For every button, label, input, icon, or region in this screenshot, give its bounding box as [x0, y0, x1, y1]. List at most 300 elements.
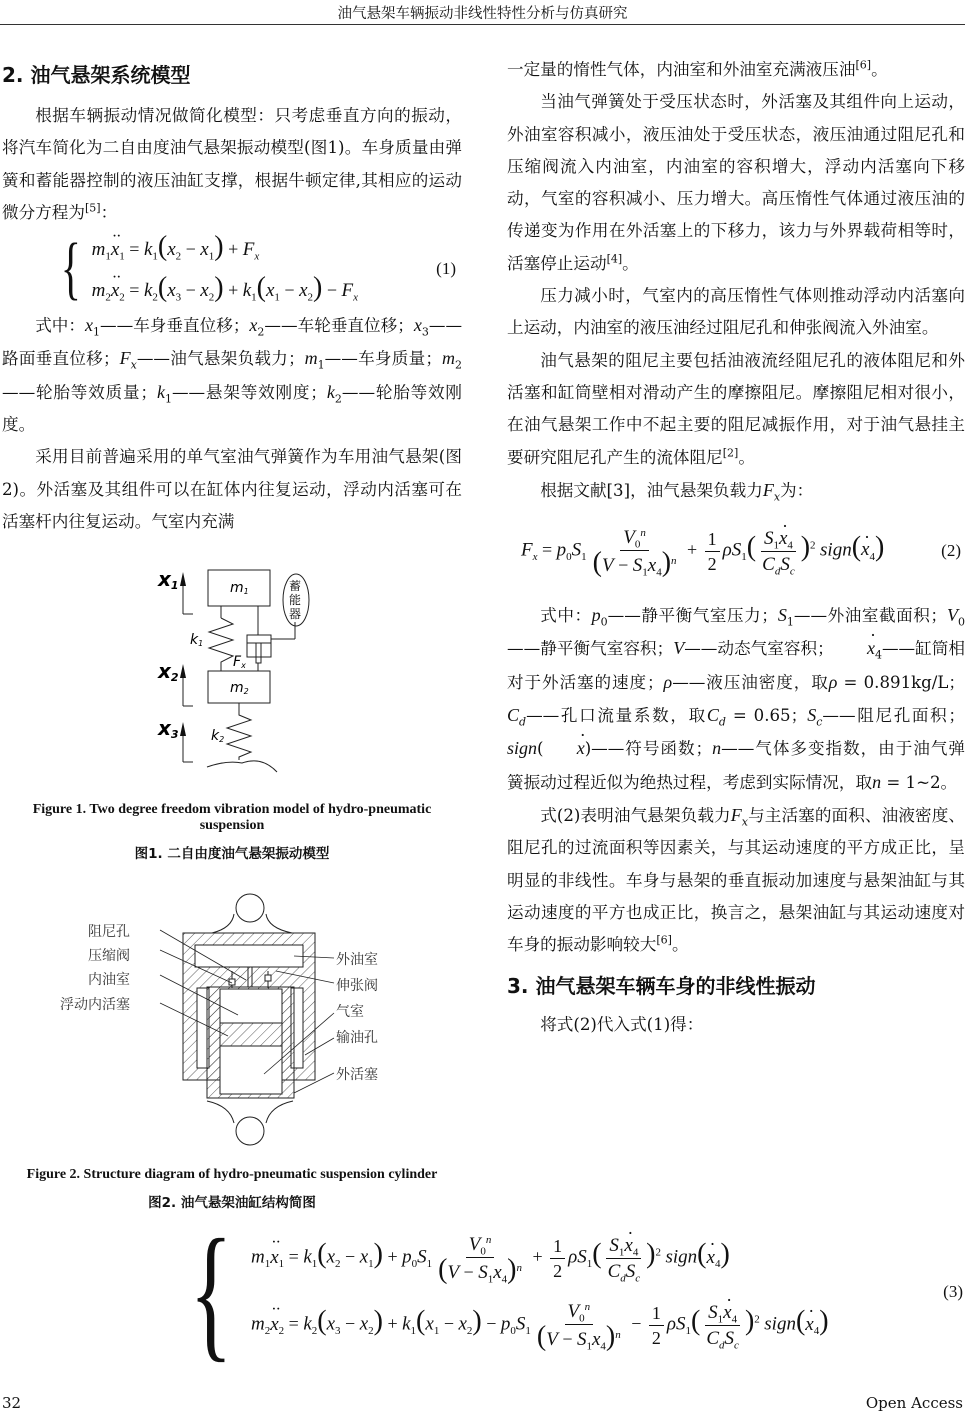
math-variable: ρS	[666, 1313, 686, 1335]
text-run: 2	[651, 1328, 661, 1348]
bracket: )	[214, 272, 224, 304]
subscript: 2	[257, 325, 265, 339]
math-variable: x	[326, 1246, 336, 1268]
bracket: (	[157, 272, 168, 304]
math-variable: x	[359, 1246, 369, 1268]
page-number: 32	[2, 1394, 22, 1412]
superscript: n	[485, 1234, 492, 1246]
numerator	[649, 1301, 664, 1326]
math-variable: F	[119, 348, 131, 369]
text-run: = 0.65；	[725, 706, 808, 726]
text-run: ——外油室截面积；	[793, 606, 948, 626]
numerator	[466, 1232, 495, 1258]
subscript: 2	[334, 392, 342, 406]
math-variable: k	[242, 280, 252, 302]
subscript: 2	[307, 291, 314, 304]
text-run: −	[340, 1246, 360, 1267]
math-variable: p	[500, 1313, 511, 1335]
subscript: d	[718, 715, 726, 729]
right-column	[507, 54, 965, 1042]
math-variable: sign	[764, 1313, 796, 1335]
subscript: x	[741, 815, 748, 829]
text-run: −	[322, 280, 342, 301]
subscript: x	[353, 291, 358, 304]
bracket: )	[373, 1305, 383, 1337]
text-run: ——油气悬架负载力；	[136, 349, 305, 369]
text-run: ——轮胎等效刚度。	[2, 382, 463, 435]
text-run: +	[682, 539, 702, 560]
math-variable: S	[724, 1328, 735, 1349]
subscript: 2	[335, 1258, 341, 1271]
math-variable: ρ	[663, 671, 673, 692]
subscript: 1	[525, 1325, 531, 1338]
text-run: ——静平衡气室容积；	[507, 639, 674, 659]
paragraph	[2, 100, 462, 229]
subscript: 1	[426, 1258, 433, 1271]
numerator	[620, 525, 649, 551]
bracket: (	[256, 272, 266, 304]
subscript: 0	[480, 1245, 486, 1258]
subscript: 4	[874, 648, 882, 662]
math-variable: n	[872, 771, 882, 792]
math-variable: ρS	[722, 539, 742, 561]
fraction	[435, 1232, 525, 1285]
bracket: (	[317, 1305, 327, 1337]
superscript: [6]	[855, 58, 872, 72]
math-variable: S	[708, 1302, 718, 1323]
label-k1: k1	[190, 632, 204, 649]
double-dotted-variable: ·· x	[270, 1314, 278, 1336]
bracket: )	[605, 1321, 616, 1352]
text-run: 与主活塞的面积、油液密度、阻尼孔的过流面积等因素关，与其运动速度的平方成正比，呈明显的非线性。车身与悬架的垂直振动加速度与悬架油缸与其运动速度的平方也成正比，换言之，悬架油缸与其运动速度对车身的振动影响较大	[507, 805, 965, 955]
math-variable: x	[249, 315, 258, 336]
text-run: 。	[622, 253, 639, 273]
equation-number: (3)	[943, 1282, 963, 1301]
subscript: 2	[455, 358, 463, 372]
denominator	[705, 552, 720, 576]
text-run: +	[223, 280, 243, 301]
equation-line	[251, 1232, 829, 1285]
dotted-variable: · x	[805, 1314, 813, 1336]
subscript: 1	[741, 550, 747, 563]
math-variable: S	[625, 1261, 636, 1282]
subscript: x	[532, 550, 538, 563]
subscript: c	[789, 565, 795, 578]
fraction	[705, 527, 720, 576]
math-variable: sign	[507, 738, 538, 759]
subscript: 2	[152, 291, 158, 304]
superscript: 2	[810, 539, 816, 552]
text-run: ——孔口流量系数，取	[526, 706, 707, 726]
math-variable: n	[712, 738, 722, 759]
subscript: 1	[274, 291, 280, 304]
math-variable: x	[647, 554, 657, 576]
bracket: )	[214, 230, 224, 262]
label-fx: Fx	[233, 654, 246, 671]
text-run: −	[481, 1313, 501, 1334]
section-3-heading: 3. 油气悬架车辆车身的非线性振动	[507, 974, 816, 999]
denominator	[550, 1259, 565, 1283]
text-run: 压力减小时，气室内的高压惰性气体则推动浮动内活塞向上运动，内油室的液压油经过阻尼孔和伸张阀流入外油室。	[507, 286, 965, 338]
subscript: 1	[317, 358, 325, 372]
superscript: [6]	[656, 933, 672, 947]
math-variable: F	[762, 479, 774, 500]
math-variable: S	[515, 1313, 526, 1335]
math-variable: V	[947, 605, 959, 626]
text-run: −	[279, 280, 300, 301]
text-run: =	[284, 1246, 304, 1267]
subscript: 1	[93, 325, 100, 339]
bracket: (	[851, 531, 862, 563]
label-x3: x3	[158, 716, 179, 742]
math-variable: V	[447, 1262, 460, 1283]
footer-journal: Open Access	[865, 1394, 963, 1412]
math-variable: C	[607, 1261, 621, 1282]
subscript: 4	[813, 1325, 820, 1338]
text-run: 根据车辆振动情况做简化模型：只考虑垂直方向的振动，将汽车简化为二自由度油气悬架振动模型(图1)。车身质量由弹簧和蓄能器控制的液压油缸支撑，根据牛顿定律,其相应的运动微分方程为	[2, 106, 462, 222]
subscript: 1	[105, 250, 111, 263]
denominator	[649, 1326, 664, 1350]
denominator	[703, 1326, 742, 1351]
math-variable: x	[299, 280, 308, 302]
math-variable: F	[341, 280, 354, 302]
math-variable: C	[706, 1328, 720, 1349]
math-variable: m	[91, 280, 106, 302]
label-m2: m2	[230, 680, 249, 697]
math-variable: x	[85, 315, 93, 336]
bracket: )	[313, 272, 323, 304]
dotted-variable: · x	[861, 534, 869, 566]
math-variable: x	[458, 1313, 467, 1335]
math-variable: k	[303, 1313, 312, 1335]
subscript: 1	[581, 550, 587, 563]
subscript: 1	[773, 539, 779, 552]
math-variable: S	[777, 605, 787, 626]
text-run: 将式(2)代入式(1)得：	[540, 1015, 704, 1035]
subscript: 1	[119, 250, 125, 263]
label-outer-piston: 外活塞	[336, 1066, 378, 1083]
math-variable: x	[359, 1313, 369, 1335]
text-run: = 0.891kg/L；	[837, 672, 965, 692]
subscript: 2	[466, 1325, 473, 1338]
paragraph	[507, 799, 965, 961]
bracket: )	[819, 1305, 829, 1337]
subscript: 1	[586, 1258, 593, 1271]
subscript: c	[734, 1339, 739, 1352]
equation-3	[175, 1208, 965, 1376]
subscript: 2	[311, 1325, 318, 1338]
math-variable: S	[478, 1262, 488, 1283]
subscript: 0	[411, 1258, 418, 1271]
double-dotted-variable: ·· x	[270, 1247, 278, 1269]
math-variable: V	[673, 638, 685, 659]
math-variable: V	[623, 526, 635, 548]
subscript: 0	[579, 1312, 585, 1325]
subscript: 2	[105, 291, 111, 304]
dotted-variable: · x	[707, 1247, 715, 1269]
math-variable: x	[167, 238, 176, 260]
bracket: (	[536, 1321, 547, 1352]
denominator	[534, 1321, 624, 1353]
dotted-variable: · x	[723, 1301, 731, 1325]
equation-line	[92, 272, 358, 307]
paragraph	[507, 54, 965, 86]
subscript: 1	[311, 1258, 318, 1271]
text-run: (	[537, 739, 544, 759]
subscript: 4	[600, 1340, 606, 1353]
math-variable: ρ	[828, 671, 838, 692]
subscript: 3	[335, 1325, 341, 1338]
text-run: ——阻尼孔面积；	[822, 706, 965, 726]
math-variable: x	[326, 1313, 336, 1335]
text-run: )——符号函数；	[584, 739, 713, 759]
math-variable: V	[567, 1301, 580, 1322]
bracket: )	[646, 1238, 656, 1270]
bracket: (	[416, 1305, 426, 1337]
bracket: )	[472, 1305, 482, 1337]
subscript: x	[254, 250, 260, 263]
numerator	[761, 526, 796, 552]
text-run: 式中：	[35, 316, 85, 336]
superscript: n	[516, 1262, 522, 1274]
bracket: (	[697, 1238, 707, 1270]
header-rule	[0, 24, 965, 25]
text-run: ——车身质量；	[324, 349, 443, 369]
math-variable: S	[807, 705, 817, 726]
math-variable: k	[143, 238, 153, 260]
denominator	[435, 1254, 525, 1286]
text-run: ——动态气室容积；	[684, 639, 834, 659]
figure-2-caption-cn: 图2. 油气悬架油缸结构简图	[148, 1195, 316, 1212]
fraction	[590, 525, 680, 578]
math-variable: F	[242, 238, 255, 260]
math-variable: V	[546, 1329, 558, 1350]
subscript: 2	[175, 250, 182, 263]
text-run: 一定量的惰性气体，内油室和外油室充满液压油	[507, 60, 856, 79]
dotted-variable: · x	[834, 632, 875, 664]
label-x1: x1	[158, 567, 179, 593]
bracket: )	[744, 1305, 755, 1337]
subscript: 1	[368, 1258, 374, 1271]
subscript: 2	[278, 1325, 285, 1338]
subscript: 4	[632, 1246, 639, 1259]
text-run: −	[181, 238, 201, 259]
text-run: −	[459, 1262, 479, 1282]
subscript: c	[816, 715, 823, 729]
fraction	[703, 1300, 742, 1351]
running-header: 油气悬架车辆振动非线性特性分析与仿真研究	[337, 6, 628, 22]
math-variable: k	[303, 1246, 312, 1268]
math-variable: m	[251, 1246, 265, 1268]
text-run: ——车轮垂直位移；	[264, 316, 414, 336]
label-outer-oil-chamber: 外油室	[336, 951, 378, 968]
superscript: 2	[655, 1246, 661, 1259]
text-run: =	[537, 539, 557, 560]
equation-brace: {	[60, 230, 81, 308]
numerator	[565, 1299, 594, 1325]
text-run: ——路面垂直位移；	[2, 316, 463, 369]
subscript: 1	[586, 1340, 592, 1353]
text-run: ——轮胎等效质量；	[2, 382, 157, 402]
denominator	[590, 546, 680, 579]
subscript: d	[620, 1272, 626, 1285]
denominator	[759, 552, 798, 577]
subscript: 1	[618, 1246, 625, 1259]
math-variable: V	[468, 1234, 481, 1255]
superscript: 2	[754, 1313, 760, 1326]
superscript: n	[671, 554, 677, 567]
bracket: (	[592, 546, 602, 578]
math-variable: S	[609, 1235, 619, 1256]
math-variable: m	[442, 348, 456, 369]
text-run: 。	[871, 60, 888, 79]
subscript: 0	[600, 615, 608, 629]
figure-2-caption-en: Figure 2. Structure diagram of hydro-pneumatic suspension cylinder	[26, 1167, 438, 1183]
subscript: 1	[164, 392, 172, 406]
math-variable: V	[601, 554, 614, 576]
math-variable: x	[265, 280, 275, 302]
label-oil-hole: 输油孔	[336, 1029, 378, 1046]
figure-1-caption-cn: 图1. 二自由度油气悬架振动模型	[134, 845, 330, 862]
paragraph	[507, 474, 965, 507]
equation-2	[521, 509, 965, 593]
subscript: 1	[642, 566, 648, 579]
paragraph	[507, 280, 965, 345]
math-variable: S	[576, 1329, 587, 1350]
text-run: ——缸筒相对于外活塞的速度；	[507, 639, 965, 692]
double-dotted-variable: ·· x	[111, 275, 119, 307]
subscript: 1	[786, 615, 794, 629]
superscript: n	[615, 1329, 621, 1341]
math-variable: C	[706, 705, 719, 726]
numerator	[705, 1300, 740, 1326]
text-run: −	[439, 1313, 459, 1334]
subscript: 1	[717, 1313, 724, 1326]
subscript: 4	[869, 550, 875, 563]
fraction	[550, 1234, 565, 1283]
text-run: ——车身垂直位移；	[100, 316, 250, 336]
subscript: 4	[787, 539, 793, 552]
bracket: (	[746, 531, 757, 563]
equation-number: (2)	[941, 541, 961, 560]
fraction	[759, 526, 798, 577]
fraction	[605, 1233, 644, 1284]
math-variable: F	[521, 539, 533, 561]
math-variable: x	[200, 280, 209, 302]
text-run: ——悬架等效刚度；	[171, 382, 327, 402]
text-run: −	[181, 280, 201, 301]
text-run: 2	[707, 553, 717, 574]
subscript: 0	[634, 538, 641, 551]
fraction	[534, 1299, 624, 1352]
bracket: (	[317, 1238, 327, 1270]
math-variable: k	[326, 381, 335, 402]
bracket: )	[874, 531, 885, 563]
subscript: 3	[175, 291, 182, 304]
math-variable: F	[730, 804, 742, 825]
math-variable: x	[200, 238, 209, 260]
math-variable: x	[413, 315, 422, 336]
text-run: =	[124, 280, 144, 301]
subscript: 1	[410, 1325, 417, 1338]
equation-line	[92, 231, 358, 266]
numerator	[606, 1233, 641, 1259]
math-variable: S	[780, 553, 790, 575]
subscript: c	[635, 1272, 641, 1285]
paragraph	[507, 599, 965, 799]
paragraph	[2, 441, 462, 538]
text-run: 1	[553, 1236, 563, 1256]
equation-line	[251, 1299, 829, 1352]
text-run: ——液压油密度，取	[672, 672, 829, 692]
subscript: 1	[487, 1273, 494, 1286]
text-run: 。	[671, 935, 689, 955]
bracket: (	[795, 1305, 806, 1337]
text-run: 1	[651, 1303, 661, 1323]
subscript: 4	[731, 1313, 738, 1326]
text-run: 采用目前普遍采用的单气室油气弹簧作为车用油气悬架(图2)。外活塞及其组件可以在缸体内往复运动，浮动内活塞可在活塞杆内往复运动。气室内充满	[2, 447, 462, 531]
superscript: [2]	[722, 446, 739, 460]
subscript: 1	[251, 291, 257, 304]
subscript: 0	[566, 550, 572, 563]
text-run: 根据文献[3]，油气悬架负载力	[540, 480, 763, 500]
text-run: =	[284, 1313, 304, 1334]
subscript: 4	[656, 566, 662, 579]
label-rebound-valve: 伸张阀	[336, 977, 378, 994]
label-damping-hole: 阻尼孔	[88, 923, 130, 940]
text-run: 1	[707, 528, 717, 549]
superscript: n	[584, 1301, 591, 1313]
paragraph	[507, 345, 965, 474]
label-inner-oil-chamber: 内油室	[88, 971, 130, 988]
superscript: [5]	[84, 201, 101, 215]
subscript: 2	[119, 291, 125, 304]
figure-1	[2, 560, 462, 870]
math-variable: sign	[820, 539, 852, 561]
fraction	[649, 1301, 664, 1350]
bracket: (	[438, 1254, 448, 1285]
math-variable: m	[251, 1313, 265, 1335]
figure-1-diagram	[2, 560, 462, 776]
bracket: (	[592, 1238, 602, 1270]
text-run: −	[613, 554, 633, 575]
text-run: 为：	[780, 480, 814, 500]
numerator	[705, 527, 720, 552]
text-run: ：	[100, 202, 118, 222]
subscript: 4	[714, 1258, 721, 1271]
math-variable: x	[591, 1329, 601, 1350]
math-variable: C	[507, 705, 520, 726]
bracket: (	[691, 1305, 701, 1337]
math-variable: x	[493, 1262, 502, 1283]
math-variable: p	[402, 1246, 412, 1268]
label-accumulator: 蓄	[289, 579, 302, 594]
text-run: +	[527, 1246, 548, 1267]
text-run: 油气悬架的阻尼主要包括油液流经阻尼孔的液体阻尼和外活塞和缸筒壁相对滑动产生的摩擦阻尼。摩擦阻尼相对很小，在油气悬架工作中不起主要的阻尼减振作用，对于油气悬挂主要研究阻尼孔产生的流体阻尼	[507, 350, 965, 467]
subscript: d	[774, 565, 781, 578]
section-2-heading: 2. 油气悬架系统模型	[2, 63, 191, 87]
subscript: 1	[208, 250, 215, 263]
text-run: −	[557, 1329, 577, 1349]
text-run: −	[626, 1313, 646, 1334]
denominator	[605, 1259, 644, 1284]
text-run: +	[223, 238, 243, 259]
subscript: 4	[501, 1273, 508, 1286]
bracket: )	[507, 1254, 517, 1285]
subscript: 2	[264, 1325, 271, 1338]
text-run: −	[340, 1313, 360, 1334]
dotted-variable: · x	[544, 732, 585, 764]
